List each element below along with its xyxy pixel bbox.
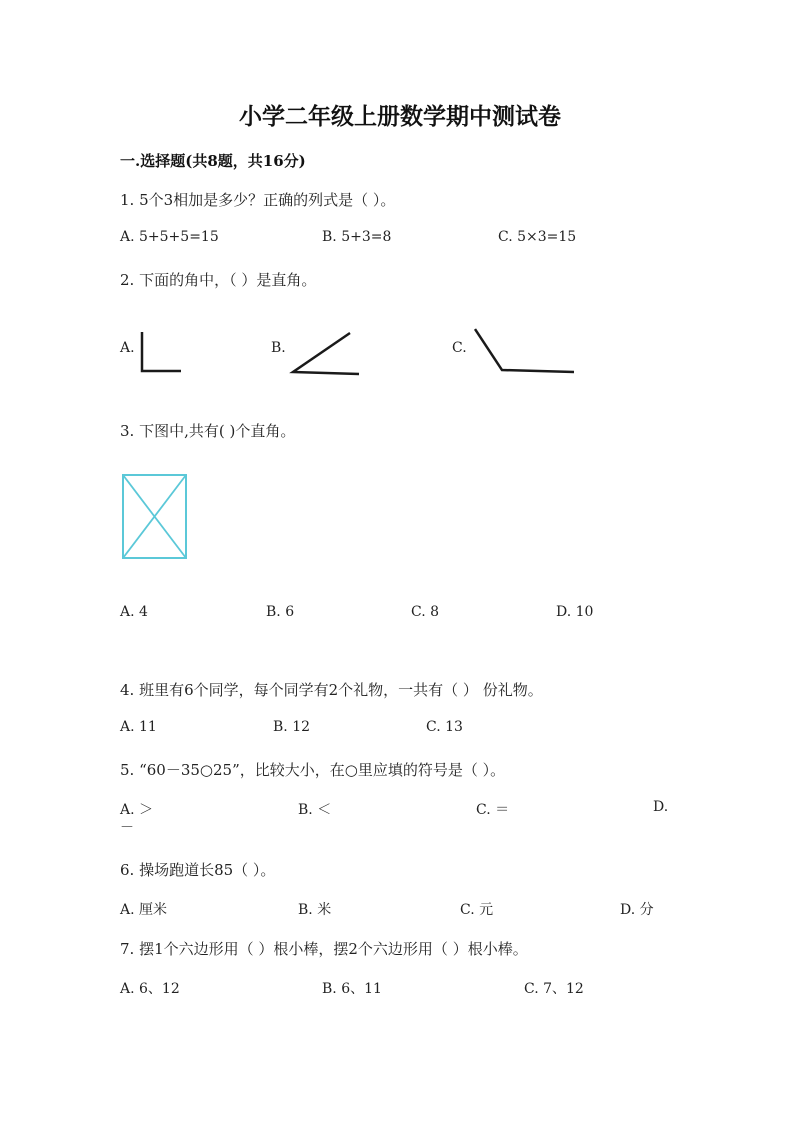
q7-option-b: B. 6、11	[322, 981, 382, 997]
q3-option-c: C. 8	[411, 604, 440, 620]
q2-option-b: B.	[271, 340, 286, 356]
q7-option-c: C. 7、12	[524, 981, 584, 997]
q7-option-a: A. 6、12	[120, 981, 180, 997]
q5-option-c: C. ＝	[476, 802, 510, 818]
q5-option-a: A. ＞	[120, 802, 154, 818]
q6-option-a: A. 厘米	[120, 902, 168, 918]
q5-option-b: B. ＜	[298, 802, 332, 818]
question-3: 3. 下图中,共有( )个直角。	[120, 422, 296, 440]
section-heading: 一.选择题(共8题，共16分)	[120, 152, 306, 170]
question-6: 6. 操场跑道长85（ ）。	[120, 861, 276, 879]
q3-option-a: A. 4	[120, 604, 148, 620]
question-5: 5. “60－35○25”，比较大小，在○里应填的符号是（ ）。	[120, 761, 506, 779]
question-4: 4. 班里有6个同学，每个同学有2个礼物，一共有（ ） 份礼物。	[120, 681, 543, 699]
q2-option-a: A.	[120, 340, 135, 356]
q6-option-c: C. 元	[460, 902, 494, 918]
q6-option-b: B. 米	[298, 902, 332, 918]
q4-option-c: C. 13	[426, 719, 463, 735]
page-title: 小学二年级上册数学期中测试卷	[239, 103, 561, 130]
q2-option-c: C.	[452, 340, 467, 356]
q1-option-c: C. 5×3=15	[498, 229, 577, 245]
q4-option-a: A. 11	[120, 719, 157, 735]
q1-option-b: B. 5+3=8	[322, 229, 392, 245]
q5-option-d-symbol: －	[120, 820, 134, 836]
question-2: 2. 下面的角中，（ ）是直角。	[120, 271, 317, 289]
q3-option-b: B. 6	[266, 604, 295, 620]
q6-option-d: D. 分	[620, 902, 654, 918]
q1-option-a: A. 5+5+5=15	[120, 229, 219, 245]
question-7: 7. 摆1个六边形用（ ）根小棒，摆2个六边形用（ ）根小棒。	[120, 940, 528, 958]
q4-option-b: B. 12	[273, 719, 311, 735]
q5-option-d: D.	[653, 799, 669, 815]
q3-option-d: D. 10	[556, 604, 594, 620]
question-1: 1. 5个3相加是多少？正确的列式是（ ）。	[120, 191, 396, 209]
